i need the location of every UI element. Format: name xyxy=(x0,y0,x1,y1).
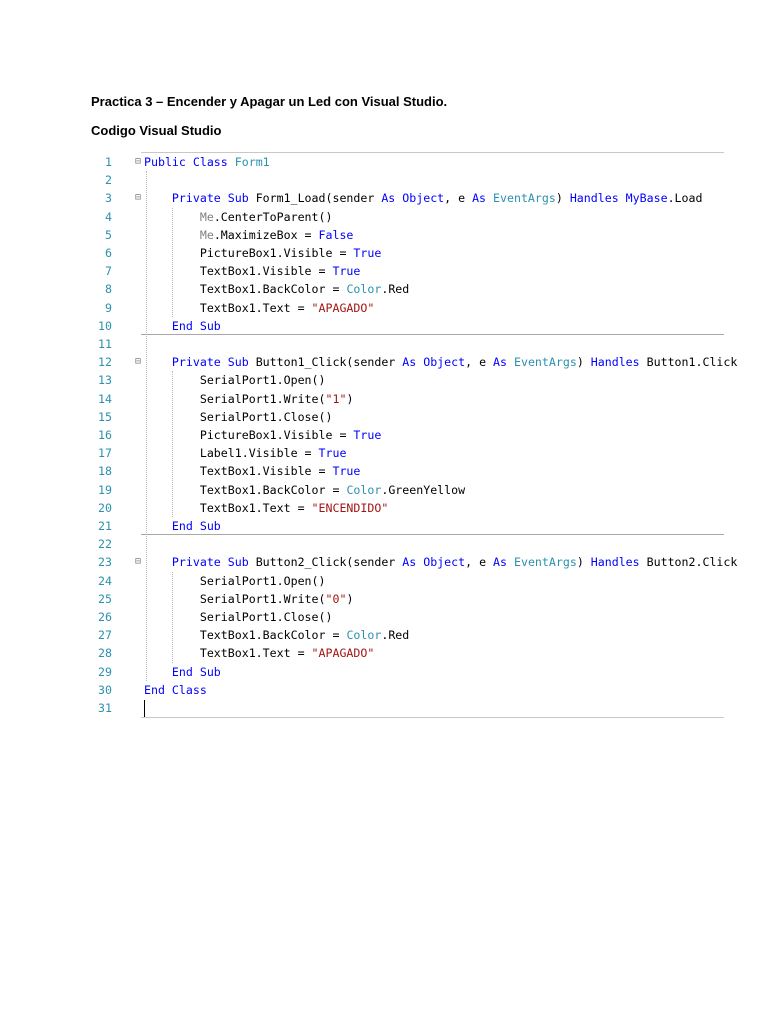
code-line[interactable] xyxy=(86,517,724,535)
line-number: 6 xyxy=(105,246,112,260)
code-token: End Class xyxy=(144,682,207,697)
code-line[interactable] xyxy=(86,644,724,662)
code-token: True xyxy=(353,246,382,260)
code-token: ) xyxy=(555,191,570,206)
code-line[interactable] xyxy=(86,335,724,353)
code-line[interactable] xyxy=(86,608,724,626)
code-token: ) xyxy=(576,355,591,370)
code-token: SerialPort1.Close() xyxy=(199,409,333,424)
line-number: 9 xyxy=(105,300,112,315)
code-token: , e xyxy=(465,355,494,370)
line-number: 11 xyxy=(98,337,112,351)
code-indent xyxy=(144,665,172,679)
code-text[interactable] xyxy=(144,153,270,171)
code-token: .Red xyxy=(381,282,410,297)
line-number: 24 xyxy=(98,573,112,588)
code-text[interactable] xyxy=(144,681,207,699)
code-text[interactable] xyxy=(144,280,409,298)
code-line[interactable] xyxy=(86,280,724,298)
code-line[interactable] xyxy=(86,390,724,408)
line-number: 2 xyxy=(105,173,112,188)
code-indent xyxy=(144,519,172,533)
code-token: "0" xyxy=(325,591,347,606)
indent-guide xyxy=(172,371,173,517)
code-text[interactable] xyxy=(144,663,221,681)
code-text[interactable] xyxy=(144,226,353,244)
code-text[interactable] xyxy=(144,499,388,517)
line-number: 25 xyxy=(98,591,112,606)
code-token: SerialPort1.Open() xyxy=(199,373,326,388)
line-number: 30 xyxy=(98,682,112,697)
code-token: Private Sub xyxy=(171,191,256,206)
line-number: 16 xyxy=(98,428,112,442)
code-line[interactable] xyxy=(86,626,724,644)
line-number: 15 xyxy=(98,409,112,424)
code-token: True xyxy=(318,446,347,461)
section-heading: Codigo Visual Studio xyxy=(91,123,222,138)
line-number: 5 xyxy=(105,227,112,242)
code-token: Color xyxy=(346,628,382,643)
code-line[interactable] xyxy=(86,208,724,226)
code-token: EventArgs xyxy=(513,355,577,370)
code-line[interactable] xyxy=(86,408,724,426)
code-token: PictureBox1.Visible = xyxy=(199,246,354,260)
line-number: 1 xyxy=(105,155,112,169)
code-token: SerialPort1.Write( xyxy=(199,591,326,606)
code-token: Button2_Click(sender xyxy=(255,555,403,570)
line-number: 28 xyxy=(98,646,112,661)
code-token: As xyxy=(472,191,494,206)
code-token: Color xyxy=(346,482,382,497)
code-line[interactable] xyxy=(86,481,724,499)
code-token: As xyxy=(493,355,514,370)
code-indent xyxy=(144,355,172,369)
code-token: Public Class xyxy=(144,155,235,169)
code-token: TextBox1.BackColor = xyxy=(199,282,347,297)
code-token: .CenterToParent() xyxy=(213,209,333,224)
code-text[interactable] xyxy=(144,353,737,371)
code-token: Color xyxy=(346,282,382,297)
code-line[interactable] xyxy=(86,572,724,590)
code-token: Button2.Click xyxy=(646,555,738,570)
collapse-icon[interactable]: ⊟ xyxy=(135,556,142,568)
line-number: 20 xyxy=(98,500,112,515)
code-text[interactable] xyxy=(144,390,353,408)
code-text[interactable] xyxy=(144,317,221,335)
code-indent xyxy=(144,555,172,569)
code-token: "APAGADO" xyxy=(311,646,375,661)
code-token: TextBox1.Text = xyxy=(199,646,312,661)
code-text[interactable] xyxy=(144,517,221,535)
code-token: TextBox1.BackColor = xyxy=(199,482,347,497)
line-number: 29 xyxy=(98,664,112,679)
code-token: Label1.Visible = xyxy=(199,446,319,461)
code-line[interactable] xyxy=(86,590,724,608)
code-text[interactable] xyxy=(144,189,702,207)
code-line[interactable] xyxy=(86,499,724,517)
code-token: Form1_Load(sender xyxy=(255,191,382,206)
code-token: False xyxy=(318,227,354,242)
line-number: 13 xyxy=(98,373,112,388)
line-number: 4 xyxy=(105,209,112,224)
code-token: , e xyxy=(465,555,494,570)
code-token: .GreenYellow xyxy=(381,482,466,497)
code-token: Handles xyxy=(590,555,647,570)
code-line[interactable] xyxy=(86,444,724,462)
code-token: SerialPort1.Close() xyxy=(199,610,333,624)
code-line[interactable] xyxy=(86,244,724,262)
line-number: 7 xyxy=(105,264,112,279)
code-token: SerialPort1.Open() xyxy=(199,573,326,588)
code-line[interactable] xyxy=(86,189,724,207)
code-text[interactable] xyxy=(144,590,353,608)
code-line[interactable] xyxy=(86,353,738,371)
line-number: 19 xyxy=(98,482,112,497)
code-token: TextBox1.Visible = xyxy=(199,264,333,279)
code-token: .Load xyxy=(667,191,703,206)
code-line[interactable] xyxy=(86,153,724,171)
code-token: End Sub xyxy=(171,318,221,333)
line-number: 21 xyxy=(98,519,112,533)
code-line[interactable] xyxy=(86,226,724,244)
code-line[interactable] xyxy=(86,317,724,335)
code-text[interactable] xyxy=(144,299,374,317)
code-token: Form1 xyxy=(234,155,270,169)
code-token: Handles MyBase xyxy=(569,191,668,206)
code-token: As Object xyxy=(402,355,466,370)
method-separator xyxy=(141,334,724,335)
code-indent xyxy=(144,319,172,333)
code-token: Button1.Click xyxy=(646,355,738,370)
code-indent xyxy=(144,191,172,205)
code-token: True xyxy=(353,428,382,442)
code-text[interactable] xyxy=(144,462,360,480)
code-text[interactable] xyxy=(144,626,409,644)
code-line[interactable] xyxy=(86,663,724,681)
code-token: TextBox1.Text = xyxy=(199,300,312,315)
code-token: As Object xyxy=(402,555,466,570)
line-number: 17 xyxy=(98,446,112,461)
code-text[interactable] xyxy=(144,244,381,262)
method-separator xyxy=(141,534,724,535)
collapse-icon[interactable]: ⊟ xyxy=(135,192,142,204)
code-line[interactable] xyxy=(86,699,724,717)
code-token: Button1_Click(sender xyxy=(255,355,403,370)
code-text[interactable] xyxy=(144,481,465,499)
code-editor[interactable] xyxy=(86,152,738,718)
code-token: TextBox1.BackColor = xyxy=(199,628,347,643)
code-token: Handles xyxy=(590,355,647,370)
document-title: Practica 3 – Encender y Apagar un Led con Visual Studio. xyxy=(91,94,448,109)
code-token: EventArgs xyxy=(513,555,577,570)
indent-guide xyxy=(172,208,173,317)
code-token: As xyxy=(493,555,514,570)
code-line[interactable] xyxy=(86,426,724,444)
indent-guide xyxy=(172,572,173,663)
line-number: 18 xyxy=(98,464,112,479)
code-token: "APAGADO" xyxy=(311,300,375,315)
line-number: 31 xyxy=(98,701,112,715)
line-number: 27 xyxy=(98,628,112,643)
code-text[interactable] xyxy=(144,644,374,662)
code-line[interactable] xyxy=(86,171,724,189)
code-token: ) xyxy=(576,555,591,570)
line-number: 23 xyxy=(98,555,112,570)
collapse-icon[interactable]: ⊟ xyxy=(135,356,142,368)
code-token: True xyxy=(332,464,361,479)
line-number: 14 xyxy=(98,391,112,406)
code-token: ) xyxy=(346,591,354,606)
code-text[interactable] xyxy=(144,444,346,462)
code-text[interactable] xyxy=(144,262,360,280)
code-token: Private Sub xyxy=(171,355,256,370)
line-number: 26 xyxy=(98,610,112,624)
line-number: 22 xyxy=(98,537,112,552)
code-line[interactable] xyxy=(86,535,724,553)
code-text[interactable] xyxy=(144,553,737,571)
code-token: TextBox1.Visible = xyxy=(199,464,333,479)
code-line[interactable] xyxy=(86,553,738,571)
code-token: EventArgs xyxy=(493,191,556,206)
code-line[interactable] xyxy=(86,681,724,699)
code-token: End Sub xyxy=(171,519,221,533)
code-line[interactable] xyxy=(86,371,724,389)
code-token: As Object xyxy=(381,191,445,206)
line-number: 12 xyxy=(98,355,112,370)
code-token: .MaximizeBox = xyxy=(213,227,319,242)
code-line[interactable] xyxy=(86,299,724,317)
line-number: 8 xyxy=(105,282,112,297)
code-token: Me xyxy=(199,209,214,224)
code-token: TextBox1.Text = xyxy=(199,500,312,515)
code-token: Private Sub xyxy=(171,555,256,570)
code-line[interactable] xyxy=(86,462,724,480)
code-token: End Sub xyxy=(171,664,221,679)
code-token: "1" xyxy=(325,391,347,406)
line-number: 10 xyxy=(98,318,112,333)
line-number: 3 xyxy=(105,191,112,206)
code-token: ) xyxy=(346,391,354,406)
code-text[interactable] xyxy=(144,426,381,444)
code-line[interactable] xyxy=(86,262,724,280)
code-token: .Red xyxy=(381,628,410,643)
code-token: True xyxy=(332,264,361,279)
code-token: SerialPort1.Write( xyxy=(199,391,326,406)
code-token: Me xyxy=(199,227,214,242)
collapse-icon[interactable]: ⊟ xyxy=(135,156,142,167)
code-token: PictureBox1.Visible = xyxy=(199,428,354,442)
indent-guide xyxy=(146,171,147,681)
code-token: , e xyxy=(444,191,473,206)
code-token: "ENCENDIDO" xyxy=(311,500,389,515)
text-cursor xyxy=(144,700,145,717)
